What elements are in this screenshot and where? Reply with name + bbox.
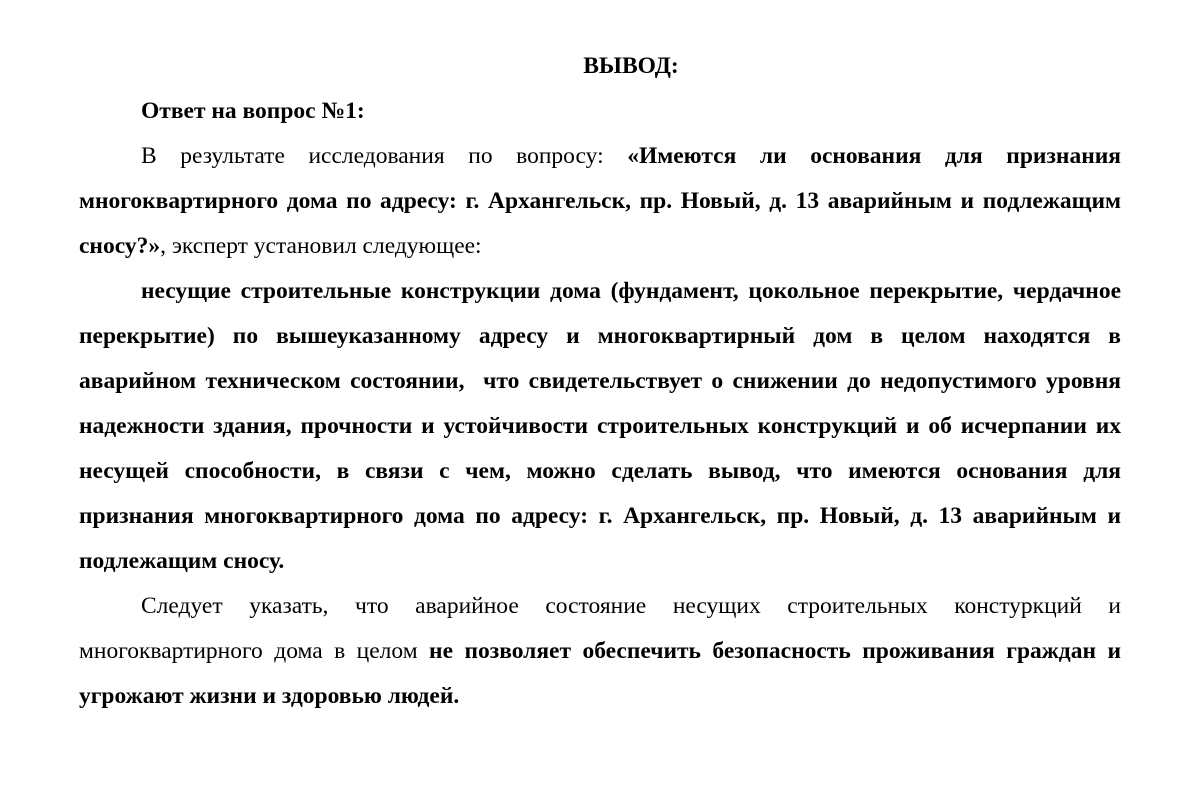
paragraph-conclusion: несущие строительные конструкции дома (фундамент, цокольное перекрытие, чердачное перекрытие) по вышеуказанному адресу и многоквартирный дом в целом находятся в аварийном техническом состоянии, что свидетельствует о снижении до недопустимого уровня надежности здания, прочности и устойчивости строительных конструкций и об исчерпании их несущей способности, в связи с чем, можно сделать вывод, что имеются основания для признания многоквартирного дома по адресу: г. Архангельск, пр. Новый, д. 13 аварийным и подлежащим сносу. (79, 278, 1127, 574)
paragraph1-intro: В результате исследования по вопросу: (141, 143, 628, 169)
paragraph3-emphasis: не позволяет обеспечить безопасность проживания граждан и угрожают жизни и здоровью людей. (79, 638, 1121, 709)
document-title: ВЫВОД: (583, 53, 679, 79)
question-heading: Ответ на вопрос №1: (141, 98, 365, 124)
paragraph-safety-note (79, 584, 1121, 719)
paragraph3-intro: Следует указать, что аварийное состояние несущих строительных констуркций и многоквартирного дома в целом (79, 593, 1121, 664)
document-page (79, 44, 1127, 719)
paragraph-findings-intro (79, 134, 1121, 269)
paragraph1-question: «Имеются ли основания для признания многоквартирного дома по адресу: г. Архангельск, пр. Новый, д. 13 аварийным и подлежащим сносу?» (79, 143, 1121, 259)
paragraph1-outro: , эксперт установил следующее: (160, 233, 482, 259)
